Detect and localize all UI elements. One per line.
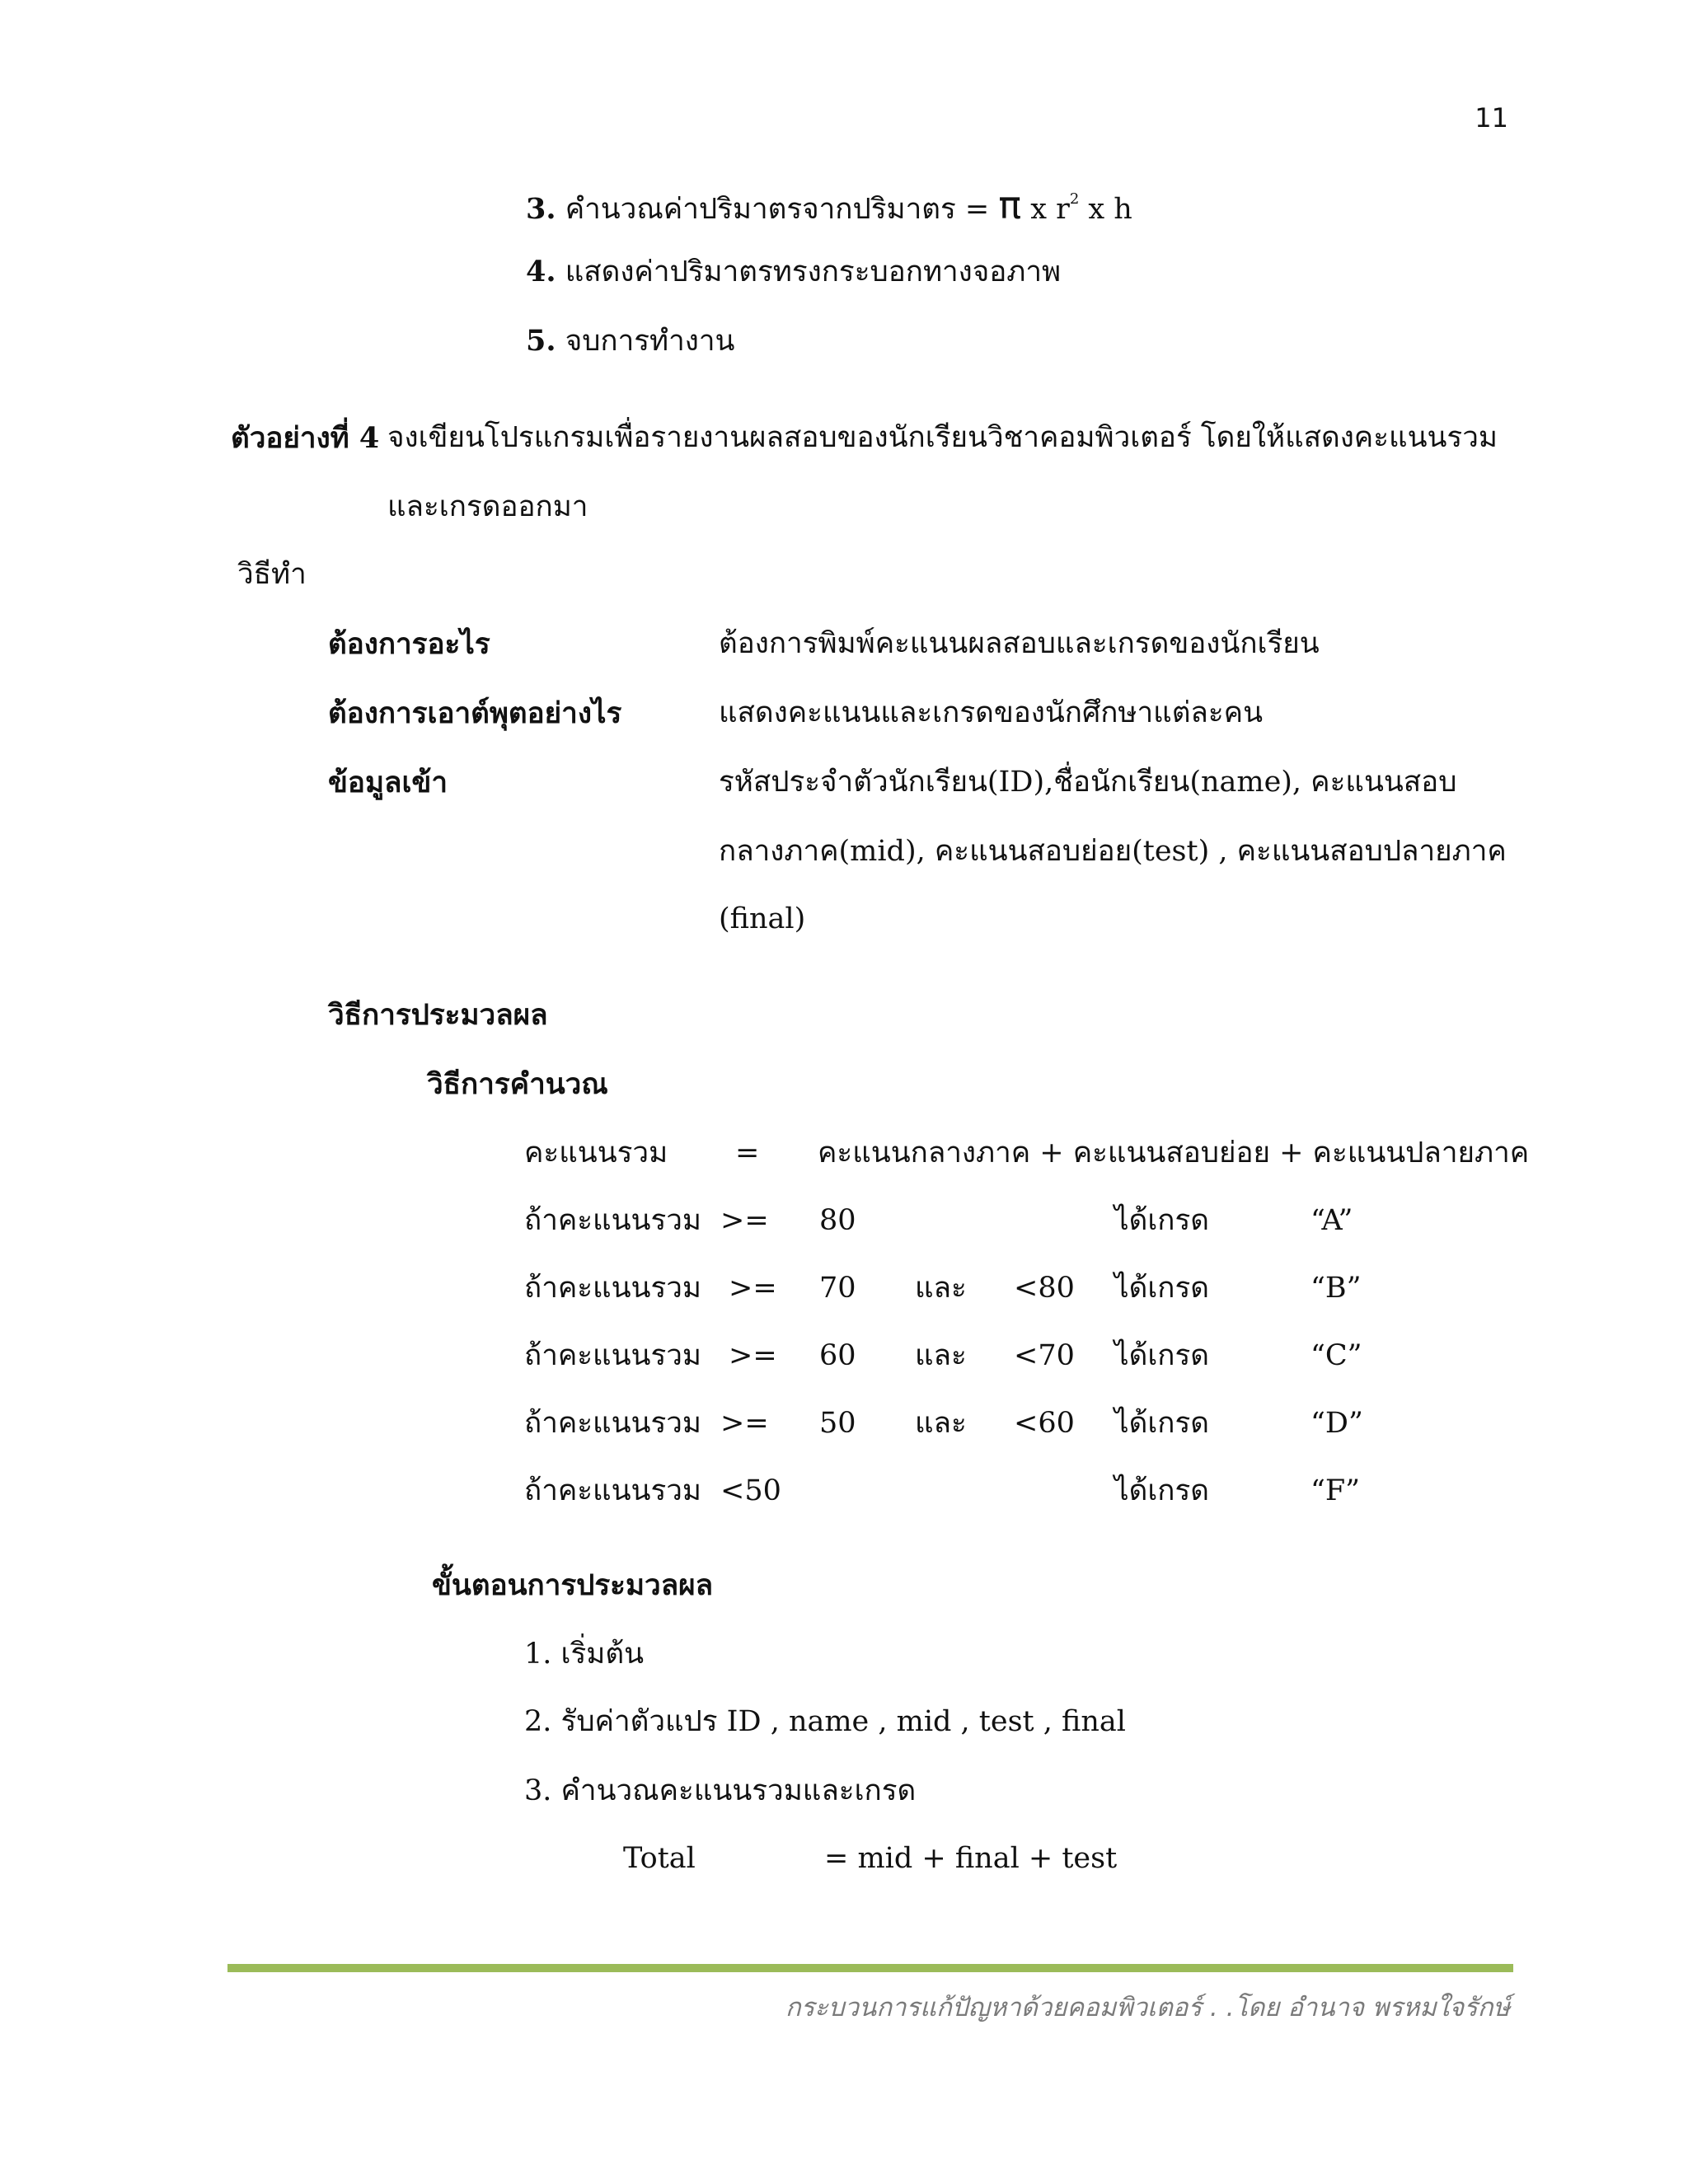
grade-and: และ <box>915 1407 967 1440</box>
procedure-step: 1. เริ่มต้น <box>524 1638 645 1671</box>
formula-part: x h <box>1088 193 1132 226</box>
step-4-line <box>526 257 1061 287</box>
grade-val: 50 <box>819 1407 856 1440</box>
grade-op: >= <box>729 1339 777 1372</box>
grade-upper: <60 <box>1014 1407 1075 1440</box>
total-name: Total <box>623 1842 696 1875</box>
grade-result: ได้เกรด <box>1114 1339 1210 1372</box>
grade-result: ได้เกรด <box>1114 1474 1210 1507</box>
page-number: 11 <box>1475 102 1508 134</box>
grade-op: <50 <box>720 1474 781 1507</box>
step-text: แสดงค่าปริมาตรทรงกระบอกทางจอภาพ <box>565 255 1062 288</box>
example-text-cont: และเกรดออกมา <box>387 490 588 523</box>
example-label: ตัวอย่างที่ 4 <box>231 421 380 455</box>
grade-val: 80 <box>819 1204 856 1237</box>
grade-val: 60 <box>819 1339 856 1372</box>
spec-what-label: ต้องการอะไร <box>328 627 490 661</box>
total-formula: คะแนนกลางภาค + คะแนนสอบย่อย + คะแนนปลายภาค <box>818 1137 1530 1169</box>
grade-letter: “D” <box>1311 1407 1363 1440</box>
grade-and: และ <box>915 1339 967 1372</box>
step-3-line <box>526 183 1132 227</box>
total-eq: = <box>735 1137 760 1169</box>
processing-heading: วิธีการประมวลผล <box>328 998 548 1032</box>
method-label: วิธีทำ <box>237 558 307 591</box>
spec-output-label: ต้องการเอาต์พุตอย่างไร <box>328 696 622 730</box>
spec-what-value: ต้องการพิมพ์คะแนนผลสอบและเกรดของนักเรียน <box>719 627 1320 660</box>
grade-upper: <70 <box>1014 1339 1075 1372</box>
spec-input-value-3: (final) <box>719 902 806 935</box>
spec-input-value-1: รหัสประจำตัวนักเรียน(ID),ชื่อนักเรียน(name), คะแนนสอบ <box>719 766 1457 799</box>
procedure-step: 3. คำนวณคะแนนรวมและเกรด <box>524 1774 917 1807</box>
grade-op: >= <box>729 1272 777 1305</box>
grade-op: >= <box>720 1407 769 1440</box>
grade-letter: “A” <box>1311 1204 1353 1237</box>
footer-rule <box>227 1964 1513 1972</box>
grade-letter: “C” <box>1311 1339 1362 1372</box>
total-expression: = mid + final + test <box>824 1842 1118 1875</box>
calc-heading: วิธีการคำนวณ <box>427 1067 608 1101</box>
grade-cond: ถ้าคะแนนรวม <box>524 1474 701 1507</box>
grade-letter: “B” <box>1311 1272 1362 1305</box>
step-text: จบการทำงาน <box>565 325 735 358</box>
grade-cond: ถ้าคะแนนรวม <box>524 1407 701 1440</box>
step-5-line <box>526 326 734 356</box>
grade-result: ได้เกรด <box>1114 1272 1210 1305</box>
superscript: 2 <box>1069 190 1080 208</box>
procedure-heading: ขั้นตอนการประมวลผล <box>432 1568 714 1602</box>
procedure-step: 2. รับค่าตัวแปร ID , name , mid , test , final <box>524 1705 1126 1738</box>
grade-and: และ <box>915 1272 967 1305</box>
step-text: คำนวณค่าปริมาตรจากปริมาตร = <box>565 193 990 226</box>
spec-input-label: ข้อมูลเข้า <box>328 766 448 799</box>
grade-cond: ถ้าคะแนนรวม <box>524 1204 701 1237</box>
pi-symbol: π <box>998 183 1022 227</box>
footer-text: กระบวนการแก้ปัญหาด้วยคอมพิวเตอร์ . .โดย อำนาจ พรหมใจรักษ์ <box>785 1993 1510 2022</box>
grade-op: >= <box>720 1204 769 1237</box>
grade-cond: ถ้าคะแนนรวม <box>524 1339 701 1372</box>
grade-val: 70 <box>819 1272 856 1305</box>
grade-result: ได้เกรด <box>1114 1204 1210 1237</box>
formula-part: x r <box>1030 193 1070 226</box>
example-text: จงเขียนโปรแกรมเพื่อรายงานผลสอบของนักเรียนวิชาคอมพิวเตอร์ โดยให้แสดงคะแนนรวม <box>387 421 1498 454</box>
step-number: 5. <box>526 324 556 358</box>
total-label: คะแนนรวม <box>524 1137 668 1169</box>
spec-input-value-2: กลางภาค(mid), คะแนนสอบย่อย(test) , คะแนนสอบปลายภาค <box>719 835 1507 868</box>
spec-output-value: แสดงคะแนนและเกรดของนักศึกษาแต่ละคน <box>719 696 1264 729</box>
grade-letter: “F” <box>1311 1474 1361 1507</box>
step-number: 4. <box>526 255 556 288</box>
grade-result: ได้เกรด <box>1114 1407 1210 1440</box>
grade-upper: <80 <box>1014 1272 1075 1305</box>
grade-cond: ถ้าคะแนนรวม <box>524 1272 701 1305</box>
step-number: 3. <box>526 192 556 226</box>
